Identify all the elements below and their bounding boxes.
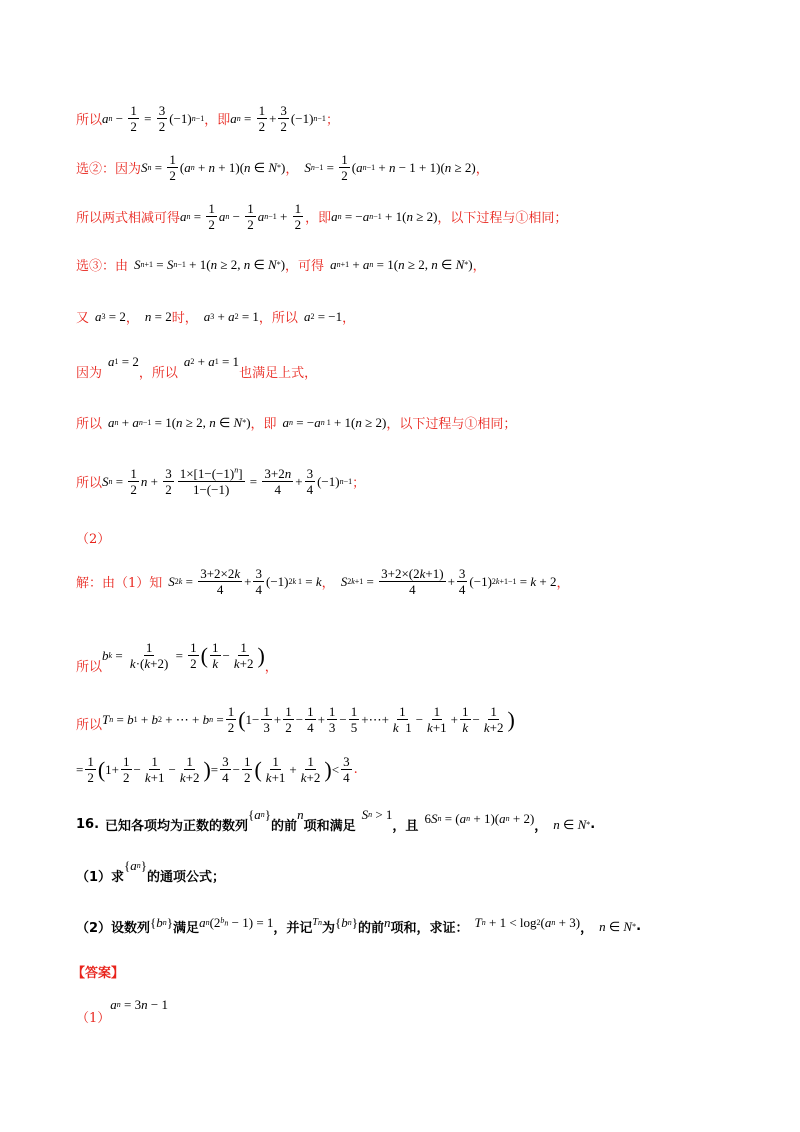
formula: n ∈ N * [599,918,637,934]
text: 的前 [358,921,385,936]
answer-heading [72,962,124,981]
solution-line-1 [76,103,339,134]
problem-part-2 [76,914,642,936]
formula: a 1 = 2 [108,353,139,369]
formula: T n [312,917,322,928]
formula: 6 S n = ( a n + 1)( a n + 2) [424,810,535,826]
text: ，即 [204,113,231,128]
formula: a n = 3 n − 1 [110,996,168,1012]
text: ， [580,921,594,936]
text: ，以下过程与①相同； [386,417,517,432]
solution-line-13 [76,754,358,785]
problem-part-1 [76,857,226,885]
problem-16 [76,806,596,834]
formula: { b n } [150,914,174,930]
formula: S n+1 = S n−1 + 1( n ≥ 2, n ∈ N * ) [134,256,286,272]
formula: = 1 2 ( 1+ 1 2 − 1 k+1 − 1 k+2 ) = 3 4 − 1 2 ( 1 k+1 + 1 k+2 ) < 3 4 [76,754,350,785]
text: . [590,817,596,832]
formula: n ∈ N * [553,816,591,832]
text: ， [475,162,489,177]
formula: n = 2 [144,308,172,324]
text: （1）求 [76,870,125,885]
text: 所以 [76,718,103,733]
text: ，以下过程与①相同； [437,211,568,226]
solution-line-4 [76,255,486,274]
text: 项和满足 [303,819,356,834]
formula: T n = b 1 + b 2 + ⋯ + b n = 1 2 ( 1− 1 3 + 1 2 − 1 4 + 1 3 − 1 5 +⋯+ 1 k 1 − 1 k+1 + 1 k − 1 k+2 ) [102,704,515,735]
text: 所以 [76,417,103,432]
text: 解：由（1）知 [76,576,163,591]
part-2-heading [76,528,110,547]
formula: { a n } [248,806,272,822]
text: ，即 [250,417,277,432]
text: ， [556,576,570,591]
text: ； [325,113,339,128]
text: （1） [76,1011,111,1026]
formula: a n + a n−1 = 1( n ≥ 2, n ∈ N * ) [108,414,251,430]
formula: S 2k = 3+2×2k 4 + 3 4 (−1) 2k 1 = k [168,566,322,597]
formula: a n = 1 2 a n − 1 2 a n−1 + 1 2 [180,201,302,232]
formula: T n + 1 < log 2 ( a n + 3) [474,914,581,930]
text: （2）设数列 [76,921,151,936]
formula: n [384,914,391,930]
text: 所以 [76,476,103,491]
text: 的通项公式； [147,870,226,885]
text: 所以 [76,113,103,128]
solution-line-3 [76,201,567,232]
formula: { a n } [124,857,148,873]
text: 选②：因为 [76,162,142,177]
formula: a 2 + a 1 = 1 [183,353,240,369]
text: ，即 [305,211,332,226]
text: 又 [76,311,90,326]
text: 为 [321,921,335,936]
text: 时， [171,311,198,326]
text: . [636,919,642,934]
text: 所以 [76,660,103,675]
formula: n [297,806,304,822]
formula: a n − 1 2 = 3 2 (−1) n−1 [102,103,205,134]
text: 的前 [271,819,298,834]
solution-line-6 [76,353,318,381]
text: ， [321,576,335,591]
text: ，并记 [273,921,313,936]
solution-line-10 [76,566,569,597]
problem-number: 16. [76,817,100,832]
formula: S n > 1 [361,806,393,822]
formula: a 3 + a 2 = 1 [203,308,259,324]
text: . [353,762,358,777]
text: 已知各项均为正数的数列 [105,819,249,834]
text: 也满足上式， [239,366,318,381]
text: ， [472,259,486,274]
text: ， [534,819,548,834]
formula: a n = − a n−1 + 1( n ≥ 2) [331,208,438,224]
solution-line-2 [76,152,489,183]
text: ，可得 [285,259,325,274]
solution-line-5 [76,307,355,326]
solution-line-8 [76,466,365,497]
text: ，所以 [258,311,298,326]
text: 满足 [173,921,200,936]
text: 因为 [76,366,103,381]
formula: a n (2 $b_n$ − 1) = 1 [199,914,274,930]
formula: a n+1 + a n = 1( n ≥ 2, n ∈ N * ) [330,256,473,272]
formula: { b n } [335,914,358,930]
text: 项和，求证： [390,921,469,936]
formula: a n = − a n 1 + 1( n ≥ 2) [282,414,387,430]
formula: a n = 1 2 + 3 2 (−1) n−1 [230,103,326,134]
formula: a 2 = −1 [303,308,343,324]
formula: S n−1 = 1 2 ( a n−1 + n − 1 + 1)( n ≥ 2) [304,152,476,183]
text: （2） [76,532,111,547]
solution-line-7 [76,413,516,432]
formula: b k = 1 k·(k+2) = 1 2 ( 1 k − 1 k+2 ) [102,640,265,671]
text: ，且 [392,819,419,834]
formula: S n = 1 2 ( a n + n + 1)( n ∈ N * ) [141,152,286,183]
text: 【答案】 [72,966,125,981]
solution-line-11 [76,640,278,675]
text: ； [352,476,366,491]
formula: S 2k+1 = 3+2×(2k+1) 4 + 3 4 (−1) 2k+1−1 = k + 2 [340,566,557,597]
formula: S n = 1 2 n + 3 2 $1\times[1-(-1)^n]$ 1−(−1) = 3+2n 4 + 3 4 (−1) n−1 [102,465,353,497]
text: 所以两式相减可得 [76,211,181,226]
text: ，所以 [138,366,178,381]
solution-line-12 [76,704,515,735]
formula: a 3 = 2 [95,308,126,324]
text: ， [285,162,299,177]
text: ， [342,311,356,326]
text: ， [125,311,139,326]
answer-part-1 [76,995,168,1026]
text: 选③：由 [76,259,129,274]
text: ， [264,660,278,675]
